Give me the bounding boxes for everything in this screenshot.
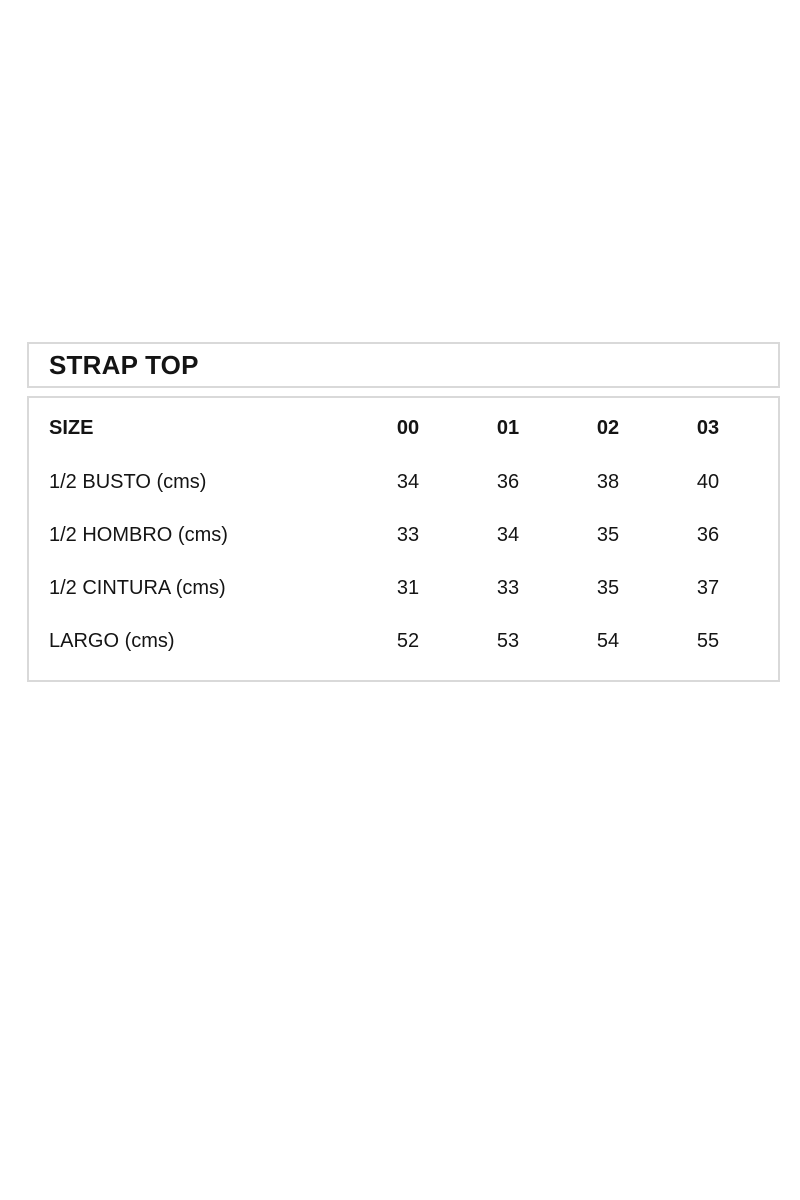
size-table-row-hombro [29, 509, 778, 562]
size-table-row-largo [29, 615, 778, 668]
row-label: 1/2 HOMBRO (cms) [49, 524, 228, 546]
size-value: 54 [596, 630, 620, 652]
row-label: 1/2 BUSTO (cms) [49, 471, 207, 493]
size-chart-title: STRAP TOP [49, 349, 199, 380]
size-value: 37 [696, 577, 720, 599]
size-table-header-row [29, 400, 778, 456]
size-value: 31 [396, 577, 420, 599]
size-value: 53 [496, 630, 520, 652]
size-table [27, 396, 780, 682]
row-label: LARGO (cms) [49, 630, 175, 652]
size-value: 34 [496, 524, 520, 546]
size-table-row-busto [29, 456, 778, 509]
size-value: 55 [696, 630, 720, 652]
size-value: 33 [396, 524, 420, 546]
size-table-header-cell: 01 [496, 416, 520, 439]
size-table-header-cell: 03 [696, 416, 720, 439]
size-value: 34 [396, 471, 420, 493]
size-value: 33 [496, 577, 520, 599]
row-label: 1/2 CINTURA (cms) [49, 577, 226, 599]
size-value: 35 [596, 524, 620, 546]
size-table-row-cintura [29, 562, 778, 615]
size-value: 40 [696, 471, 720, 493]
size-chart [27, 342, 780, 682]
size-value: 36 [696, 524, 720, 546]
size-value: 36 [496, 471, 520, 493]
size-table-header-cell: 00 [396, 416, 420, 439]
size-value: 38 [596, 471, 620, 493]
size-chart-title-box [27, 342, 780, 388]
size-table-header-label: SIZE [49, 416, 94, 439]
size-value: 35 [596, 577, 620, 599]
size-table-header-cell: 02 [596, 416, 620, 439]
size-value: 52 [396, 630, 420, 652]
